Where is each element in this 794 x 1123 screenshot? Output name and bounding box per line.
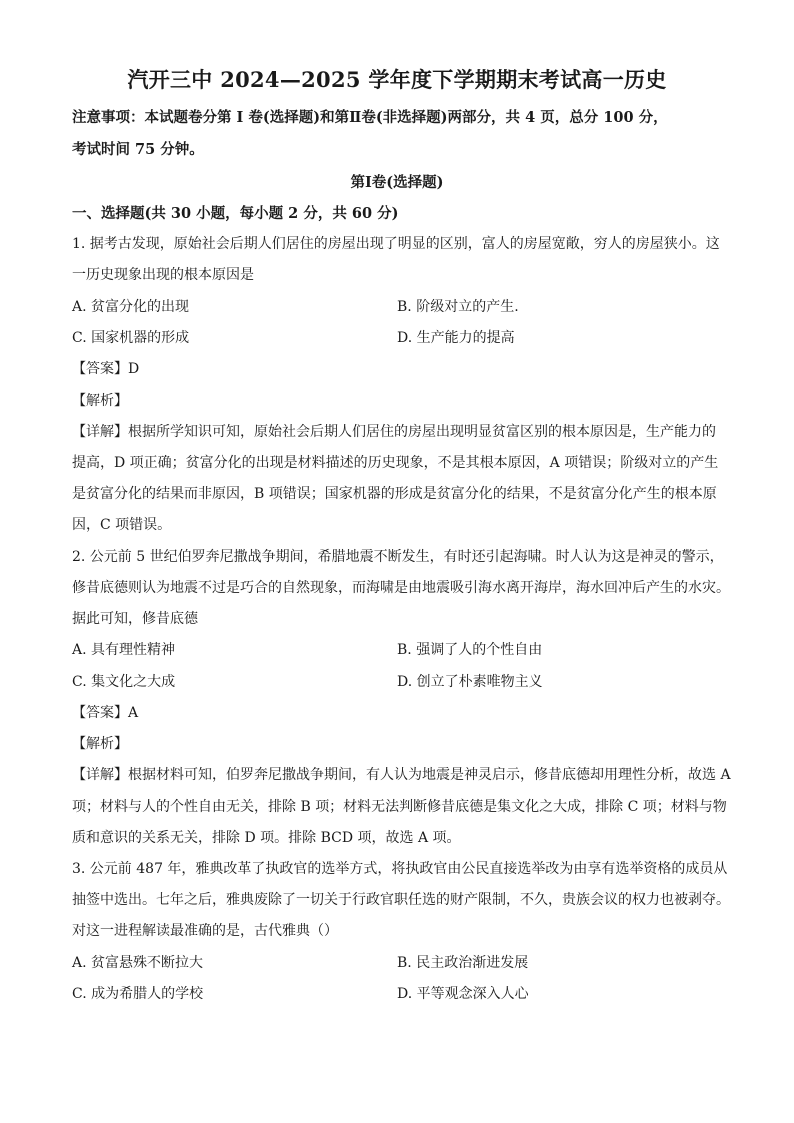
- detail-line: [72, 421, 716, 441]
- answer-label: 【答案】: [72, 705, 128, 721]
- option-a: A. 贫富分化的出现: [72, 299, 190, 315]
- option-c: C. 国家机器的形成: [72, 330, 190, 346]
- detail-line: 是贫富分化的结果而非原因，B 项错误；国家机器的形成是贫富分化的结果，不是贫富分化产生的根本原: [72, 486, 717, 502]
- option-a: A. 具有理性精神: [72, 642, 176, 658]
- detail-text: 根据材料可知，伯罗奔尼撒战争期间，有人认为地震是神灵启示，修昔底德却用理性分析，故选 A: [128, 767, 731, 783]
- option-b: B. 强调了人的个性自由: [397, 642, 543, 658]
- option-c: C. 成为希腊人的学校: [72, 986, 204, 1002]
- question-stem-line: 一历史现象出现的根本原因是: [72, 267, 254, 283]
- answer-line: [72, 358, 139, 378]
- detail-line: [72, 764, 731, 784]
- option-c: C. 集文化之大成: [72, 674, 176, 690]
- detail-line: 因，C 项错误。: [72, 517, 172, 533]
- question-stem-line: 1. 据考古发现，原始社会后期人们居住的房屋出现了明显的区别，富人的房屋宽敞，穷人的房屋狭小。这: [72, 236, 720, 252]
- notice-line-1: 注意事项：本试题卷分第 Ⅰ 卷(选择题)和第Ⅱ卷(非选择题)两部分，共 4 页，总分 100 分，: [72, 109, 668, 126]
- question-stem-line: 修昔底德则认为地震不过是巧合的自然现象，而海啸是由地震吸引海水离开海岸，海水回冲后产生的水灾。: [72, 580, 730, 596]
- analysis-label: 【解析】: [72, 736, 128, 752]
- detail-line: 质和意识的关系无关，排除 D 项。排除 BCD 项，故选 A 项。: [72, 830, 461, 846]
- question-stem-line: 据此可知，修昔底德: [72, 611, 198, 627]
- detail-label: 【详解】: [72, 767, 128, 783]
- detail-label: 【详解】: [72, 424, 128, 440]
- option-d: D. 平等观念深入人心: [397, 986, 529, 1002]
- option-b: B. 民主政治渐进发展: [397, 955, 529, 971]
- option-a: A. 贫富悬殊不断拉大: [72, 955, 204, 971]
- section-title: 第Ⅰ卷(选择题): [350, 174, 444, 191]
- exam-title: 汽开三中 2024—2025 学年度下学期期末考试高一历史: [127, 67, 667, 92]
- part-heading: 一、选择题(共 30 小题，每小题 2 分，共 60 分): [72, 205, 399, 222]
- answer-value: A: [128, 705, 139, 721]
- answer-line: [72, 702, 138, 722]
- analysis-label: 【解析】: [72, 393, 128, 409]
- answer-value: D: [128, 361, 140, 377]
- detail-text: 根据所学知识可知，原始社会后期人们居住的房屋出现明显贫富区别的根本原因是，生产能力的: [128, 424, 716, 440]
- question-stem-line: 对这一进程解读最准确的是，古代雅典（）: [72, 923, 338, 939]
- question-stem-line: 3. 公元前 487 年，雅典改革了执政官的选举方式，将执政官由公民直接选举改为由享有选举资格的成员从: [72, 861, 728, 877]
- notice-line-2: 考试时间 75 分钟。: [72, 141, 204, 158]
- option-d: D. 生产能力的提高: [397, 330, 515, 346]
- answer-label: 【答案】: [72, 361, 128, 377]
- option-b: B. 阶级对立的产生.: [397, 299, 519, 315]
- detail-line: 项；材料与人的个性自由无关，排除 B 项；材料无法判断修昔底德是集文化之大成，排除 C 项；材料与物: [72, 799, 727, 815]
- option-d: D. 创立了朴素唯物主义: [397, 674, 543, 690]
- detail-line: 提高，D 项正确；贫富分化的出现是材料描述的历史现象，不是其根本原因，A 项错误；阶级对立的产生: [72, 455, 719, 471]
- question-stem-line: 抽签中选出。七年之后，雅典废除了一切关于行政官职任选的财产限制，不久，贵族会议的权力也被剥夺。: [72, 892, 730, 908]
- question-stem-line: 2. 公元前 5 世纪伯罗奔尼撒战争期间，希腊地震不断发生，有时还引起海啸。时人认为这是神灵的警示，: [72, 549, 724, 565]
